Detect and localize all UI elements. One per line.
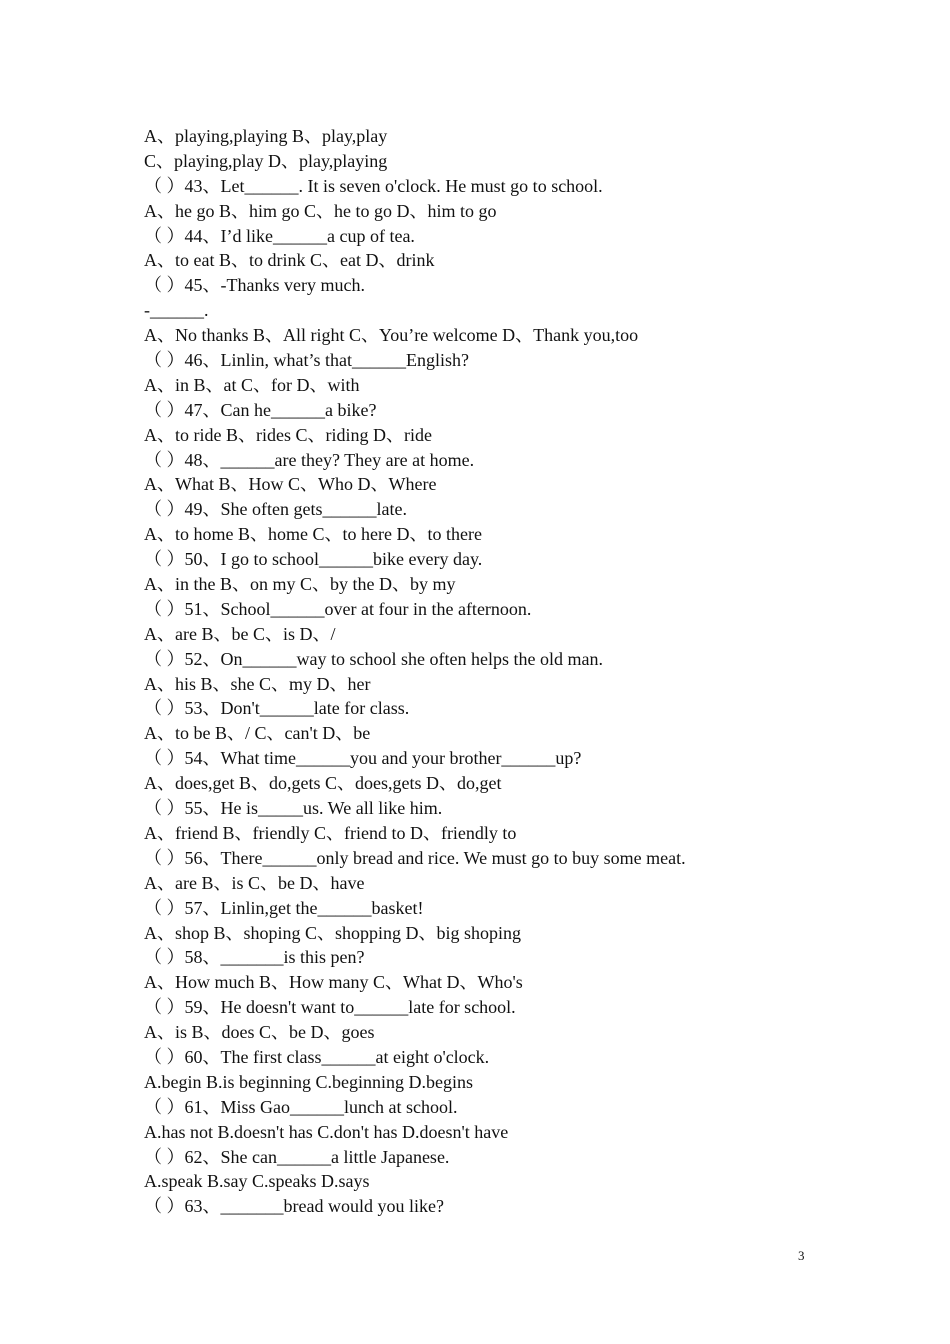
document-body xyxy=(144,124,844,1219)
question-line: （ ）62、She can______a little Japanese. xyxy=(144,1146,450,1167)
question-line: （ ）54、What time______you and your brother______up? xyxy=(144,748,582,769)
question-line: （ ）61、Miss Gao______lunch at school. xyxy=(144,1096,458,1117)
text-line: -______. xyxy=(144,300,209,321)
question-line: （ ）57、Linlin,get the______basket! xyxy=(144,897,424,918)
question-line: （ ）46、Linlin, what’s that______English? xyxy=(144,350,469,371)
question-line: （ ）45、-Thanks very much. xyxy=(144,275,365,296)
question-line: （ ）53、Don't______late for class. xyxy=(144,698,410,719)
text-line: A、to be B、/ C、can't D、be xyxy=(144,723,371,744)
text-line: A、in B、at C、for D、with xyxy=(144,374,360,395)
text-line: A、to home B、home C、to here D、to there xyxy=(144,524,482,545)
text-line: A、to ride B、rides C、riding D、ride xyxy=(144,424,432,445)
text-line: A、is B、does C、be D、goes xyxy=(144,1022,375,1043)
question-line: （ ）58、_______is this pen? xyxy=(144,947,365,968)
question-line: （ ）50、I go to school______bike every day. xyxy=(144,549,483,570)
text-line: A.begin B.is beginning C.beginning D.begins xyxy=(144,1071,473,1092)
question-line: （ ）56、There______only bread and rice. We must go to buy some meat. xyxy=(144,847,686,868)
question-line: （ ）44、I’d like______a cup of tea. xyxy=(144,225,415,246)
question-line: （ ）43、Let______. It is seven o'clock. He must go to school. xyxy=(144,175,603,196)
text-line: A、his B、she C、my D、her xyxy=(144,673,371,694)
text-line: A、are B、be C、is D、/ xyxy=(144,623,336,644)
text-line: C、playing,play D、play,playing xyxy=(144,150,388,171)
text-line: A、does,get B、do,gets C、does,gets D、do,get xyxy=(144,773,502,794)
question-line: （ ）49、She often gets______late. xyxy=(144,499,407,520)
text-line: A、What B、How C、Who D、Where xyxy=(144,474,437,495)
text-line: A、friend B、friendly C、friend to D、friendly to xyxy=(144,822,517,843)
text-line: A、in the B、on my C、by the D、by my xyxy=(144,574,456,595)
question-line: （ ）47、Can he______a bike? xyxy=(144,399,377,420)
page-number: 3 xyxy=(798,1248,805,1263)
text-line: A、playing,playing B、play,play xyxy=(144,126,388,146)
question-line: （ ）48、______are they? They are at home. xyxy=(144,449,475,470)
text-line: A.has not B.doesn't has C.don't has D.doesn't have xyxy=(144,1121,509,1142)
question-line: （ ）51、School______over at four in the afternoon. xyxy=(144,598,532,619)
question-line: （ ）60、The first class______at eight o'clock. xyxy=(144,1046,490,1067)
text-line: A、No thanks B、All right C、You’re welcome D、Thank you,too xyxy=(144,325,639,346)
text-line: A、he go B、him go C、he to go D、him to go xyxy=(144,200,497,221)
text-line: A、How much B、How many C、What D、Who's xyxy=(144,972,523,993)
text-line: A、are B、is C、be D、have xyxy=(144,872,365,893)
question-line: （ ）59、He doesn't want to______late for school. xyxy=(144,997,516,1018)
question-line: （ ）63、_______bread would you like? xyxy=(144,1196,444,1217)
text-line: A、to eat B、to drink C、eat D、drink xyxy=(144,250,435,271)
text-line: A.speak B.say C.speaks D.says xyxy=(144,1171,370,1192)
question-line: （ ）55、He is_____us. We all like him. xyxy=(144,798,443,819)
question-line: （ ）52、On______way to school she often helps the old man. xyxy=(144,648,603,669)
text-line: A、shop B、shoping C、shopping D、big shoping xyxy=(144,922,522,943)
